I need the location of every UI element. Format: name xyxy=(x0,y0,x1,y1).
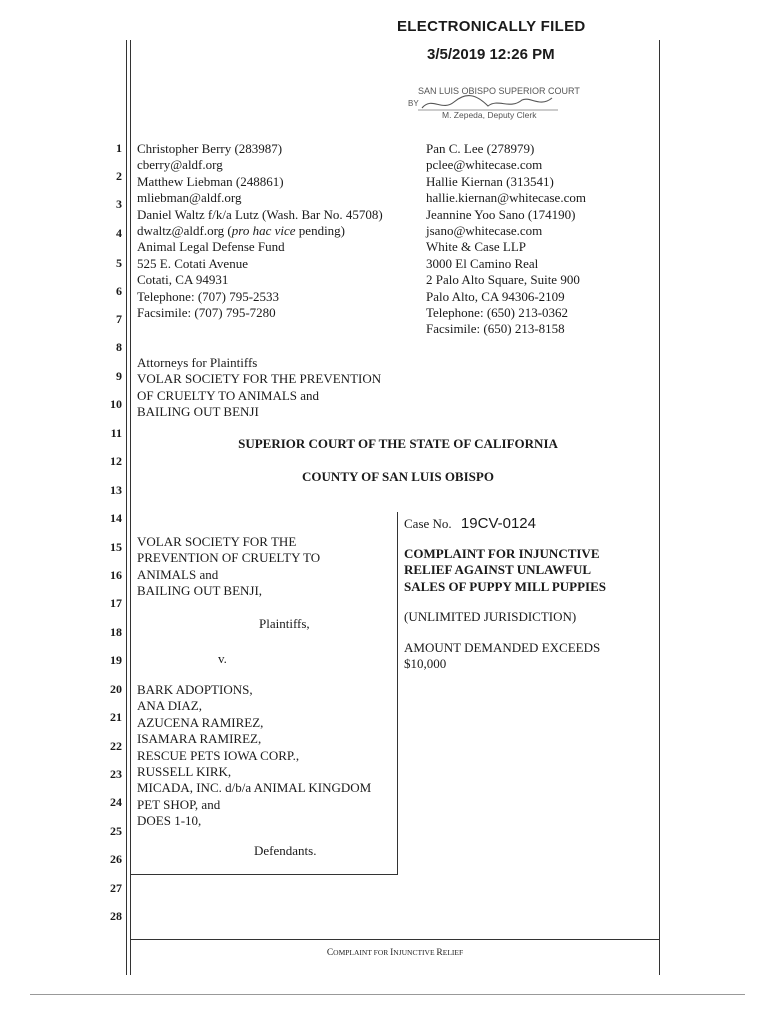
line-number: 1 xyxy=(116,141,122,155)
jurisdiction: (UNLIMITED JURISDICTION) xyxy=(404,609,577,624)
counsel-line: Matthew Liebman (248861) xyxy=(137,173,284,189)
complaint-title-line: COMPLAINT FOR INJUNCTIVE xyxy=(404,546,600,561)
complaint-title-line: RELIEF AGAINST UNLAWFUL xyxy=(404,562,592,578)
complaint-title-line: SALES OF PUPPY MILL PUPPIES xyxy=(404,578,607,594)
plaintiff-counsel-block xyxy=(137,141,383,321)
defendant-line: BARK ADOPTIONS, xyxy=(137,682,253,697)
counsel-line: hallie.kiernan@whitecase.com xyxy=(426,190,586,206)
plaintiff-line: ANIMALS and xyxy=(137,566,219,582)
line-number: 2 xyxy=(116,169,122,183)
plaintiff-line: VOLAR SOCIETY FOR THE xyxy=(137,534,297,549)
counsel-line: Christopher Berry (283987) xyxy=(137,141,283,156)
line-number: 9 xyxy=(116,369,122,383)
amount-demanded xyxy=(404,640,600,673)
counsel-line: 3000 El Camino Real xyxy=(426,255,539,271)
line-number: 26 xyxy=(110,852,122,866)
counsel-line: Hallie Kiernan (313541) xyxy=(426,173,554,189)
counsel-line: Jeannine Yoo Sano (174190) xyxy=(426,206,576,222)
defendant-line: ISAMARA RAMIREZ, xyxy=(137,731,262,747)
filing-status: ELECTRONICALLY FILED xyxy=(397,18,586,35)
counsel-line: Pan C. Lee (278979) xyxy=(426,141,535,156)
plaintiffs-role: Plaintiffs, xyxy=(259,616,310,631)
attorneys-for-block xyxy=(137,355,381,421)
counsel-line: Facsimile: (707) 795-7280 xyxy=(137,305,276,321)
amount-line: AMOUNT DEMANDED EXCEEDS xyxy=(404,640,601,655)
counsel-line: mliebman@aldf.org xyxy=(137,190,242,206)
counsel-line: Animal Legal Defense Fund xyxy=(137,239,285,255)
case-number: 19CV-0124 xyxy=(460,515,536,532)
clerk-by: BY xyxy=(408,99,419,108)
counsel-line: 525 E. Cotati Avenue xyxy=(137,255,248,271)
complaint-title xyxy=(404,546,606,595)
footer-title: COMPLAINT FOR INJUNCTIVE RELIEF xyxy=(326,948,464,958)
line-number: 16 xyxy=(110,568,122,582)
plaintiffs-block xyxy=(137,534,320,600)
counsel-line: White & Case LLP xyxy=(426,239,527,255)
line-number: 3 xyxy=(116,197,122,211)
left-margin-rule-outer xyxy=(126,40,127,975)
line-number: 24 xyxy=(110,795,122,809)
line-number: 19 xyxy=(110,653,122,667)
line-number: 8 xyxy=(116,340,122,354)
line-number: 12 xyxy=(110,454,122,468)
counsel-line: Telephone: (650) 213-0362 xyxy=(426,305,569,321)
court-title: SUPERIOR COURT OF THE STATE OF CALIFORNIA xyxy=(238,436,558,451)
counsel-line: Daniel Waltz f/k/a Lutz (Wash. Bar No. 45708) xyxy=(137,206,383,222)
attorneys-for-line: BAILING OUT BENJI xyxy=(137,404,259,420)
line-number: 27 xyxy=(110,881,122,895)
attorneys-for-line: OF CRUELTY TO ANIMALS and xyxy=(137,387,320,403)
defendant-line: DOES 1-10, xyxy=(137,813,202,829)
line-number: 23 xyxy=(110,767,122,781)
counsel-line: Palo Alto, CA 94306-2109 xyxy=(426,288,565,304)
defendant-line: AZUCENA RAMIREZ, xyxy=(137,714,264,730)
line-number: 7 xyxy=(116,312,122,326)
counsel-line: cberry@aldf.org xyxy=(137,157,223,173)
caption-bottom-rule xyxy=(131,874,398,875)
line-number: 17 xyxy=(110,596,122,610)
counsel-line: pclee@whitecase.com xyxy=(426,157,543,173)
line-number: 15 xyxy=(110,540,122,554)
line-number: 10 xyxy=(110,397,122,411)
clerk-court-stamp: SAN LUIS OBISPO SUPERIOR COURT xyxy=(418,86,580,96)
white-case-counsel-block xyxy=(426,141,586,338)
defendant-line: MICADA, INC. d/b/a ANIMAL KINGDOM xyxy=(137,780,372,796)
line-number: 11 xyxy=(110,426,122,440)
line-number: 5 xyxy=(116,256,122,270)
court-county: COUNTY OF SAN LUIS OBISPO xyxy=(302,469,494,484)
plaintiff-line: BAILING OUT BENJI, xyxy=(137,583,263,599)
left-margin-rule-inner xyxy=(130,40,131,975)
filing-datetime: 3/5/2019 12:26 PM xyxy=(427,46,555,63)
case-number-row xyxy=(404,516,536,532)
defendants-block xyxy=(137,682,371,830)
line-number: 4 xyxy=(116,226,122,240)
line-number: 22 xyxy=(110,739,122,753)
counsel-line: Cotati, CA 94931 xyxy=(137,272,229,288)
line-number: 13 xyxy=(110,483,122,497)
line-number: 21 xyxy=(110,710,122,724)
counsel-line: Facsimile: (650) 213-8158 xyxy=(426,321,565,337)
clerk-name: M. Zepeda, Deputy Clerk xyxy=(442,110,537,120)
counsel-line: 2 Palo Alto Square, Suite 900 xyxy=(426,272,580,288)
defendant-line: ANA DIAZ, xyxy=(137,698,202,714)
counsel-line: Telephone: (707) 795-2533 xyxy=(137,288,280,304)
line-number: 18 xyxy=(110,625,122,639)
line-number: 20 xyxy=(110,682,122,696)
attorneys-for-line: Attorneys for Plaintiffs xyxy=(137,355,258,370)
defendant-line: RESCUE PETS IOWA CORP., xyxy=(137,747,300,763)
bottom-scan-edge xyxy=(30,994,745,995)
counsel-line-waltz-email: dwaltz@aldf.org (pro hac vice pending) xyxy=(137,223,346,239)
attorneys-for-line: VOLAR SOCIETY FOR THE PREVENTION xyxy=(137,371,382,387)
case-number-label: Case No. xyxy=(404,516,452,531)
right-margin-rule xyxy=(659,40,660,975)
versus: v. xyxy=(218,651,227,666)
line-number: 28 xyxy=(110,909,122,923)
amount-line: $10,000 xyxy=(404,656,447,672)
plaintiff-line: PREVENTION OF CRUELTY TO xyxy=(137,550,321,566)
counsel-line: jsano@whitecase.com xyxy=(426,223,543,239)
defendant-line: PET SHOP, and xyxy=(137,796,221,812)
defendants-role: Defendants. xyxy=(254,843,317,858)
line-number: 6 xyxy=(116,284,122,298)
defendant-line: RUSSELL KIRK, xyxy=(137,764,232,780)
line-number: 14 xyxy=(110,511,122,525)
footer-rule xyxy=(131,939,659,940)
caption-divider xyxy=(397,512,398,874)
line-number: 25 xyxy=(110,824,122,838)
